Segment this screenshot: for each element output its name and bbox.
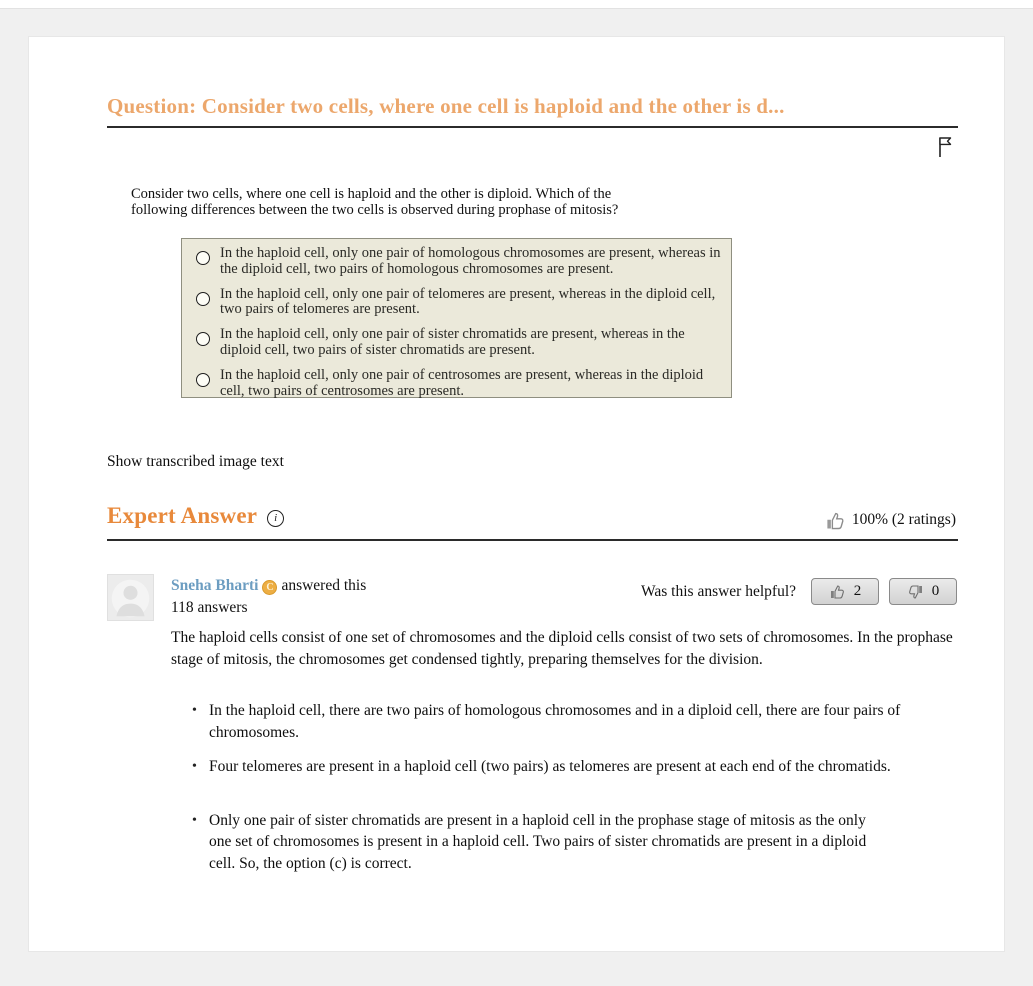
answer-intro: The haploid cells consist of one set of chromosomes and the diploid cells consist of two sets of chromosomes. In the prophase stage of mitosis, the chromosomes get condensed tightly, preparing themselves for the division. bbox=[171, 629, 953, 668]
expert-answer-heading: Expert Answer bbox=[107, 503, 258, 528]
option-a-label: In the haploid cell, only one pair of homologous chromosomes are present, whereas in the diploid cell, two pairs of homologous chromosomes are present. bbox=[220, 245, 721, 277]
top-bar bbox=[0, 0, 1033, 9]
option-row bbox=[190, 244, 721, 278]
upvote-count: 2 bbox=[853, 583, 862, 599]
title-divider bbox=[107, 126, 958, 128]
option-d-label: In the haploid cell, only one pair of centrosomes are present, whereas in the diploid cell, two pairs of centrosomes are present. bbox=[220, 366, 704, 399]
author-row bbox=[171, 577, 366, 595]
avatar bbox=[107, 574, 154, 621]
info-icon[interactable]: i bbox=[267, 510, 284, 527]
option-row bbox=[190, 366, 721, 400]
radio-option-a[interactable] bbox=[196, 251, 210, 265]
page-title: Question: Consider two cells, where one cell is haploid and the other is d... bbox=[107, 94, 785, 118]
section-divider bbox=[107, 539, 958, 541]
option-row bbox=[190, 325, 721, 359]
rating-summary bbox=[825, 509, 956, 531]
radio-option-b[interactable] bbox=[196, 292, 210, 306]
radio-option-d[interactable] bbox=[196, 373, 210, 387]
thumbs-up-icon bbox=[829, 584, 846, 600]
answer-bullet: • Only one pair of sister chromatids are present in a haploid cell in the prophase stage of mitosis as the only one set of chromosomes is present in a haploid cell. Two pairs of sister chromatids are present in a diploid cell. So, the option (c) is correct. bbox=[192, 810, 892, 875]
author-name-link[interactable]: Sneha Bharti bbox=[171, 577, 259, 594]
question-text: Consider two cells, where one cell is haploid and the other is diploid. Which of the following differences between the two cells is observed during prophase of mitosis? bbox=[131, 186, 619, 218]
option-b-label: In the haploid cell, only one pair of telomeres are present, whereas in the diploid cell, two pairs of telomeres are present. bbox=[220, 285, 716, 318]
answers-count: 118 answers bbox=[171, 599, 248, 616]
upvote-button[interactable] bbox=[811, 578, 879, 605]
helpful-question-label: Was this answer helpful? bbox=[641, 583, 796, 600]
question-card bbox=[28, 36, 1005, 952]
downvote-button[interactable] bbox=[889, 578, 957, 605]
radio-option-c[interactable] bbox=[196, 332, 210, 346]
option-c-label: In the haploid cell, only one pair of sister chromatids are present, whereas in the diploid cell, two pairs of sister chromatids are present. bbox=[220, 326, 685, 358]
answer-bullet: • In the haploid cell, there are two pairs of homologous chromosomes and in a diploid cell, there are four pairs of chromosomes. bbox=[192, 700, 904, 743]
author-badge-icon: C bbox=[262, 580, 277, 595]
answer-bullet: • Four telomeres are present in a haploid cell (two pairs) as telomeres are present at each end of the chromatids. bbox=[192, 756, 904, 778]
answered-this-label: answered this bbox=[281, 577, 367, 594]
show-transcribed-link[interactable]: Show transcribed image text bbox=[107, 453, 284, 470]
thumbs-down-icon bbox=[907, 584, 924, 600]
option-row bbox=[190, 285, 721, 319]
expert-answer-header bbox=[107, 503, 284, 529]
downvote-count: 0 bbox=[931, 583, 940, 599]
answer-bullet-list bbox=[192, 700, 904, 874]
flag-icon[interactable] bbox=[934, 135, 956, 161]
rating-text: 100% (2 ratings) bbox=[851, 511, 956, 528]
answer-options-box bbox=[181, 238, 732, 398]
thumbs-up-icon bbox=[825, 511, 846, 531]
